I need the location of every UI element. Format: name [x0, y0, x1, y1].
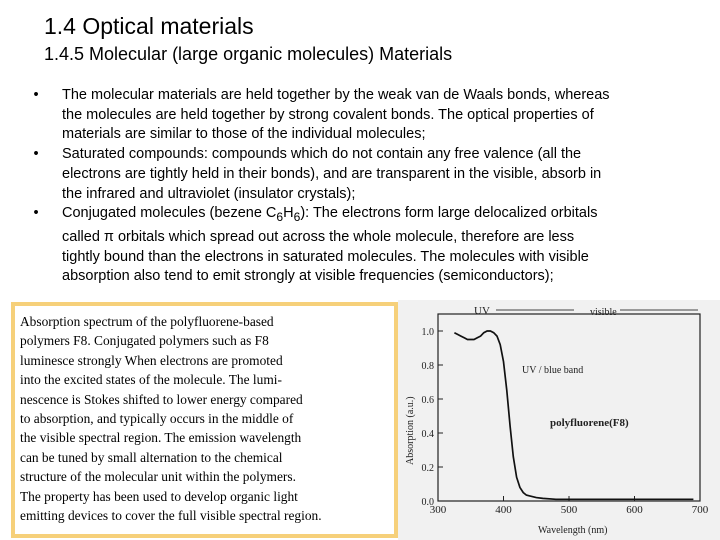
x-axis-label: Wavelength (nm)	[538, 525, 608, 536]
bullet-line: tightly bound than the electrons in saturated molecules. The molecules with visible	[62, 248, 589, 265]
x-tick-label: 400	[495, 504, 512, 516]
caption-line: into the excited states of the molecule. The lumi-	[20, 372, 282, 388]
series-line-f8	[454, 331, 693, 499]
subscript-6: 6	[293, 210, 301, 225]
material-annotation: polyfluorene(F8)	[550, 417, 629, 429]
bullet-text: Conjugated molecules (bezene C	[62, 205, 277, 222]
caption-line: the visible spectral region. The emission wavelength	[20, 430, 302, 446]
bullet-text: ): The electrons form large delocalized orbitals	[300, 205, 598, 222]
y-tick-label: 0.4	[421, 429, 434, 440]
caption-line: nescence is Stokes shifted to lower energy compared	[20, 391, 303, 407]
plot-frame	[438, 314, 700, 501]
x-tick-label: 700	[691, 504, 709, 516]
chart-svg	[398, 300, 720, 540]
bullet-marker: •	[33, 205, 39, 222]
slide-subtitle: 1.4.5 Molecular (large organic molecules) Materials	[44, 44, 453, 64]
y-tick-label: 1.0	[421, 327, 434, 338]
caption-line: polymers F8. Conjugated polymers such as F8	[20, 333, 269, 349]
y-tick-label: 0.6	[421, 395, 434, 406]
y-tick-label: 0.8	[421, 361, 434, 372]
figure-caption-box	[11, 302, 398, 538]
bullet-line: electrons are tightly held in their bonds), and are transparent in the visible, absorb in	[62, 165, 602, 182]
bullet-list	[30, 86, 690, 287]
y-tick-label: 0.2	[421, 463, 434, 474]
x-tick-label: 500	[560, 504, 578, 516]
bullet-marker: •	[33, 87, 39, 103]
bullet-line: The molecular materials are held together by the weak van de Waals bonds, whereas	[62, 87, 610, 103]
bullet-item-conjugated-molecules	[30, 204, 690, 287]
x-tick-label: 600	[626, 504, 643, 516]
y-axis-label: Absorption (a.u.)	[405, 396, 416, 465]
bullet-line-first	[62, 205, 598, 225]
bullet-item-saturated-compounds	[30, 145, 690, 204]
absorption-spectrum-chart	[398, 300, 720, 540]
bullet-line: absorption also tend to emit strongly at visible frequencies (semiconductors);	[62, 268, 554, 285]
bullet-marker: •	[33, 146, 39, 163]
caption-line: emitting devices to cover the full visible spectral region.	[20, 508, 322, 524]
uv-region-label: UV	[474, 305, 490, 317]
caption-line: luminesce strongly When electrons are promoted	[20, 352, 283, 368]
band-annotation: UV / blue band	[522, 365, 584, 376]
visible-region-label: visible	[590, 307, 617, 318]
bullet-line: the molecules are held together by strong covalent bonds. The optical properties of	[62, 106, 594, 123]
caption-line: Absorption spectrum of the polyfluorene-based	[20, 314, 274, 329]
bullet-item-molecular-bonds	[30, 86, 690, 145]
x-tick-label: 300	[429, 504, 447, 516]
bullet-line: materials are similar to those of the individual molecules;	[62, 126, 426, 143]
bullet-line: Saturated compounds: compounds which do not contain any free valence (all the	[62, 146, 582, 163]
bullet-line: the infrared and ultraviolet (insulator crystals);	[62, 185, 356, 202]
y-tick-label: 0.0	[421, 497, 434, 508]
y-axis-ticks	[422, 327, 444, 508]
caption-line: structure of the molecular unit within the polymers.	[20, 469, 296, 485]
caption-line: to absorption, and typically occurs in the middle of	[20, 411, 294, 427]
subscript-6: 6	[276, 210, 284, 225]
caption-line: can be tuned by small alternation to the chemical	[20, 449, 283, 465]
caption-line: The property has been used to develop organic light	[20, 488, 298, 504]
slide-title: 1.4 Optical materials	[44, 13, 254, 39]
bullet-text: H	[283, 205, 294, 222]
bullet-line: called π orbitals which spread out across the whole molecule, therefore are less	[62, 228, 575, 245]
